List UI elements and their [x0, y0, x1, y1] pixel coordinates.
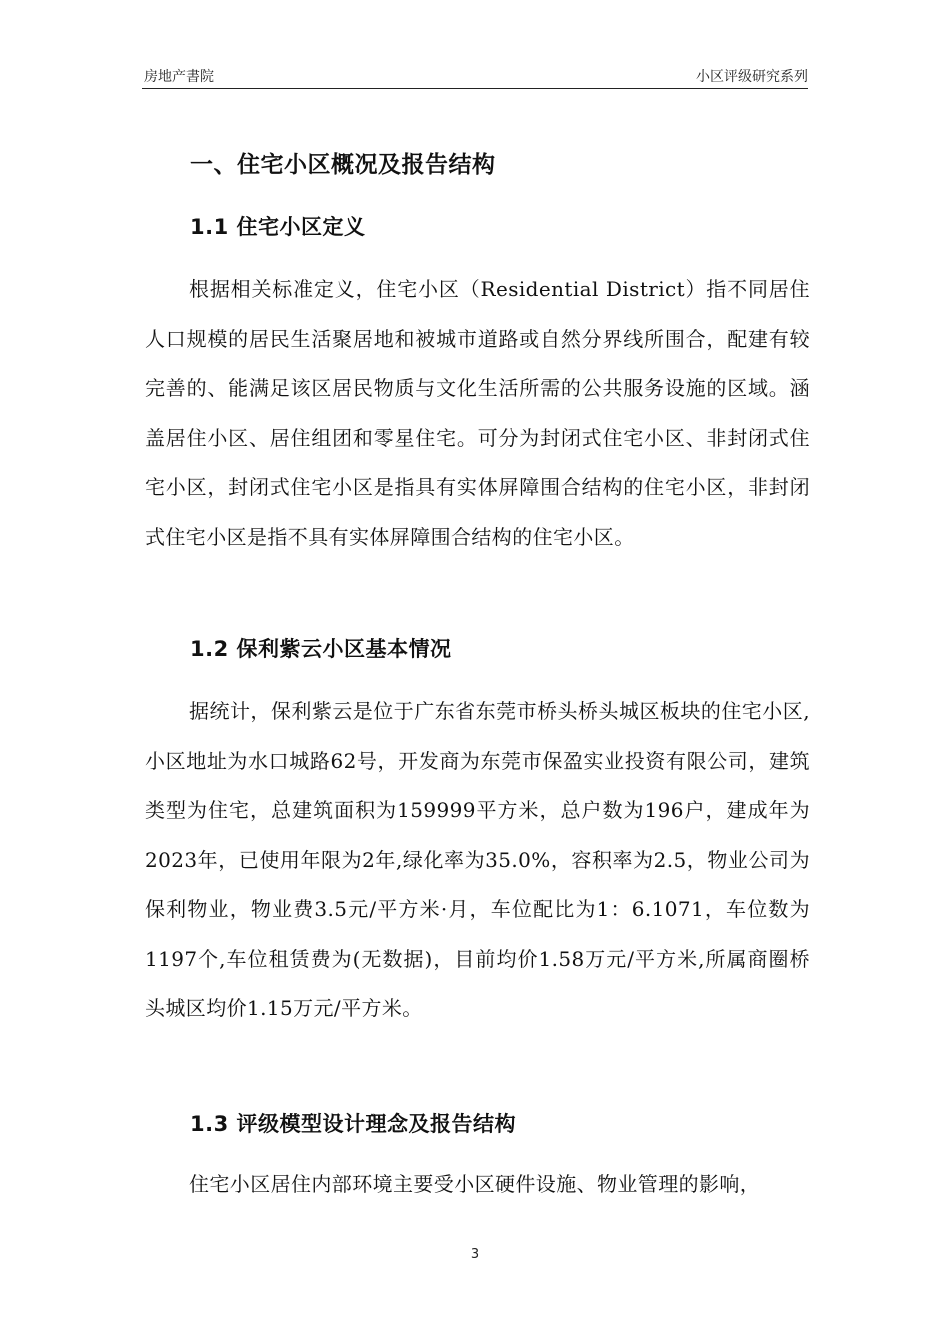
header-publisher: 房地产書院 — [144, 69, 214, 85]
section-paragraph-1-3: 住宅小区居住内部环境主要受小区硬件设施、物业管理的影响， — [189, 1172, 761, 1196]
section-paragraph-1-2: 据统计，保利紫云是位于广东省东莞市桥头桥头城区板块的住宅小区,小区地址为水口城路62号，开发商为东莞市保盈实业投资有限公司，建筑类型为住宅，总建筑面积为159999平方米，总户数为196户，建成年为2023年，已使用年限为2年,绿化率为35.0%，容积率为2.5，物业公司为保利物业，物业费3.5元/平方米·月，车位配比为1：6.1071，车位数为1197个,车位租赁费为(无数据)，目前均价1.58万元/平方米,所属商圈桥头城区均价1.15万元/平方米。 — [145, 699, 810, 1020]
page-number: 3 — [470, 1247, 480, 1262]
section-paragraph-1-1: 根据相关标准定义，住宅小区（Residential District）指不同居住人口规模的居民生活聚居地和被城市道路或自然分界线所围合，配建有较完善的、能满足该区居民物质与文化生活所需的公共服务设施的区域。涵盖居住小区、居住组团和零星住宅。可分为封闭式住宅小区、非封闭式住宅小区，封闭式住宅小区是指具有实体屏障围合结构的住宅小区，非封闭式住宅小区是指不具有实体屏障围合结构的住宅小区。 — [145, 277, 810, 549]
header-series-title: 小区评级研究系列 — [696, 69, 808, 85]
chapter-title: 一、住宅小区概况及报告结构 — [190, 152, 496, 178]
section-heading-1-2: 1.2 保利紫云小区基本情况 — [190, 637, 452, 661]
page-header — [142, 66, 808, 89]
section-heading-1-1: 1.1 住宅小区定义 — [190, 215, 366, 239]
section-heading-1-3: 1.3 评级模型设计理念及报告结构 — [190, 1112, 517, 1136]
